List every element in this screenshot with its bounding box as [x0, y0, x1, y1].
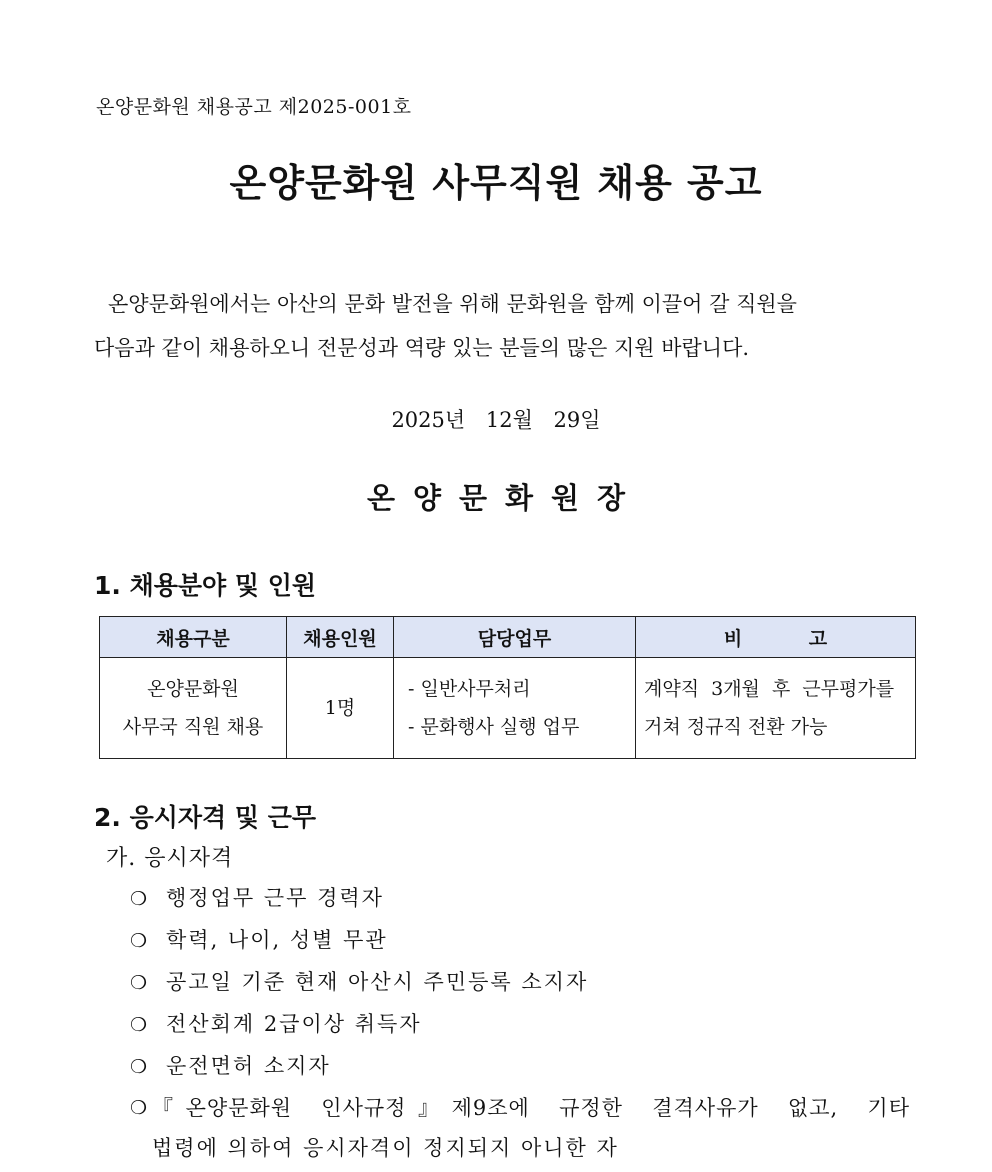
table-header-row [100, 617, 916, 658]
header-cell-count: 채용인원 [287, 617, 394, 658]
note-line-2: 거쳐 정규직 전환 가능 [644, 716, 828, 738]
qualification-text: 전산회계 2급이상 취득자 [166, 1012, 422, 1036]
qualification-text: 공고일 기준 현재 아산시 주민등록 소지자 [166, 970, 589, 994]
issuer-name: 온양문화원장 [366, 481, 644, 515]
circle-bullet-icon: ❍ [130, 1097, 150, 1119]
cell-note [636, 658, 916, 759]
list-item [130, 962, 910, 1004]
duty-line-2: - 문화행사 실행 업무 [408, 716, 580, 738]
qualification-text: 행정업무 근무 경력자 [166, 886, 384, 910]
list-item [130, 1088, 910, 1172]
announcement-date: 2025년 12월 29일 [391, 408, 601, 432]
qualification-text-line-1: 『온양문화원 인사규정』제9조에 규정한 결격사유가 없고, 기타 [152, 1096, 910, 1120]
recruit-type-line-1: 온양문화원 [147, 678, 239, 700]
qualification-text: 학력, 나이, 성별 무관 [166, 928, 388, 952]
cell-recruit-count: 1명 [287, 658, 394, 759]
cell-recruit-type [100, 658, 287, 759]
circle-bullet-icon: ❍ [130, 972, 150, 994]
circle-bullet-icon: ❍ [130, 1056, 150, 1078]
recruitment-table [99, 616, 916, 759]
circle-bullet-icon: ❍ [130, 930, 150, 952]
recruit-type-line-2: 사무국 직원 채용 [122, 716, 264, 738]
intro-paragraph [94, 282, 909, 370]
section-2-heading: 2. 응시자격 및 근무 [94, 803, 317, 832]
section-1-heading: 1. 채용분야 및 인원 [94, 571, 317, 600]
circle-bullet-icon: ❍ [130, 888, 150, 910]
qualification-list [130, 878, 910, 1172]
intro-line-2: 다음과 같이 채용하오니 전문성과 역량 있는 분들의 많은 지원 바랍니다. [94, 336, 750, 360]
header-cell-note: 비 고 [636, 617, 916, 658]
page-title: 온양문화원 사무직원 채용 공고 [229, 161, 763, 205]
qualification-text: 운전면허 소지자 [166, 1054, 331, 1078]
list-item [130, 1004, 910, 1046]
list-item [130, 878, 910, 920]
list-item [130, 1046, 910, 1088]
intro-line-1: 온양문화원에서는 아산의 문화 발전을 위해 문화원을 함께 이끌어 갈 직원을 [108, 292, 797, 316]
duty-line-1: - 일반사무처리 [408, 678, 531, 700]
header-cell-type: 채용구분 [100, 617, 287, 658]
subsection-heading: 가. 응시자격 [106, 846, 234, 871]
note-line-1: 계약직 3개월 후 근무평가를 [644, 678, 895, 700]
list-item [130, 920, 910, 962]
circle-bullet-icon: ❍ [130, 1014, 150, 1036]
qualification-text-line-2: 법령에 의하여 응시자격이 정지되지 아니한 자 [152, 1136, 619, 1160]
document-number: 온양문화원 채용공고 제2025-001호 [96, 96, 412, 118]
table-row [100, 658, 916, 759]
header-cell-duty: 담당업무 [394, 617, 636, 658]
cell-duty [394, 658, 636, 759]
